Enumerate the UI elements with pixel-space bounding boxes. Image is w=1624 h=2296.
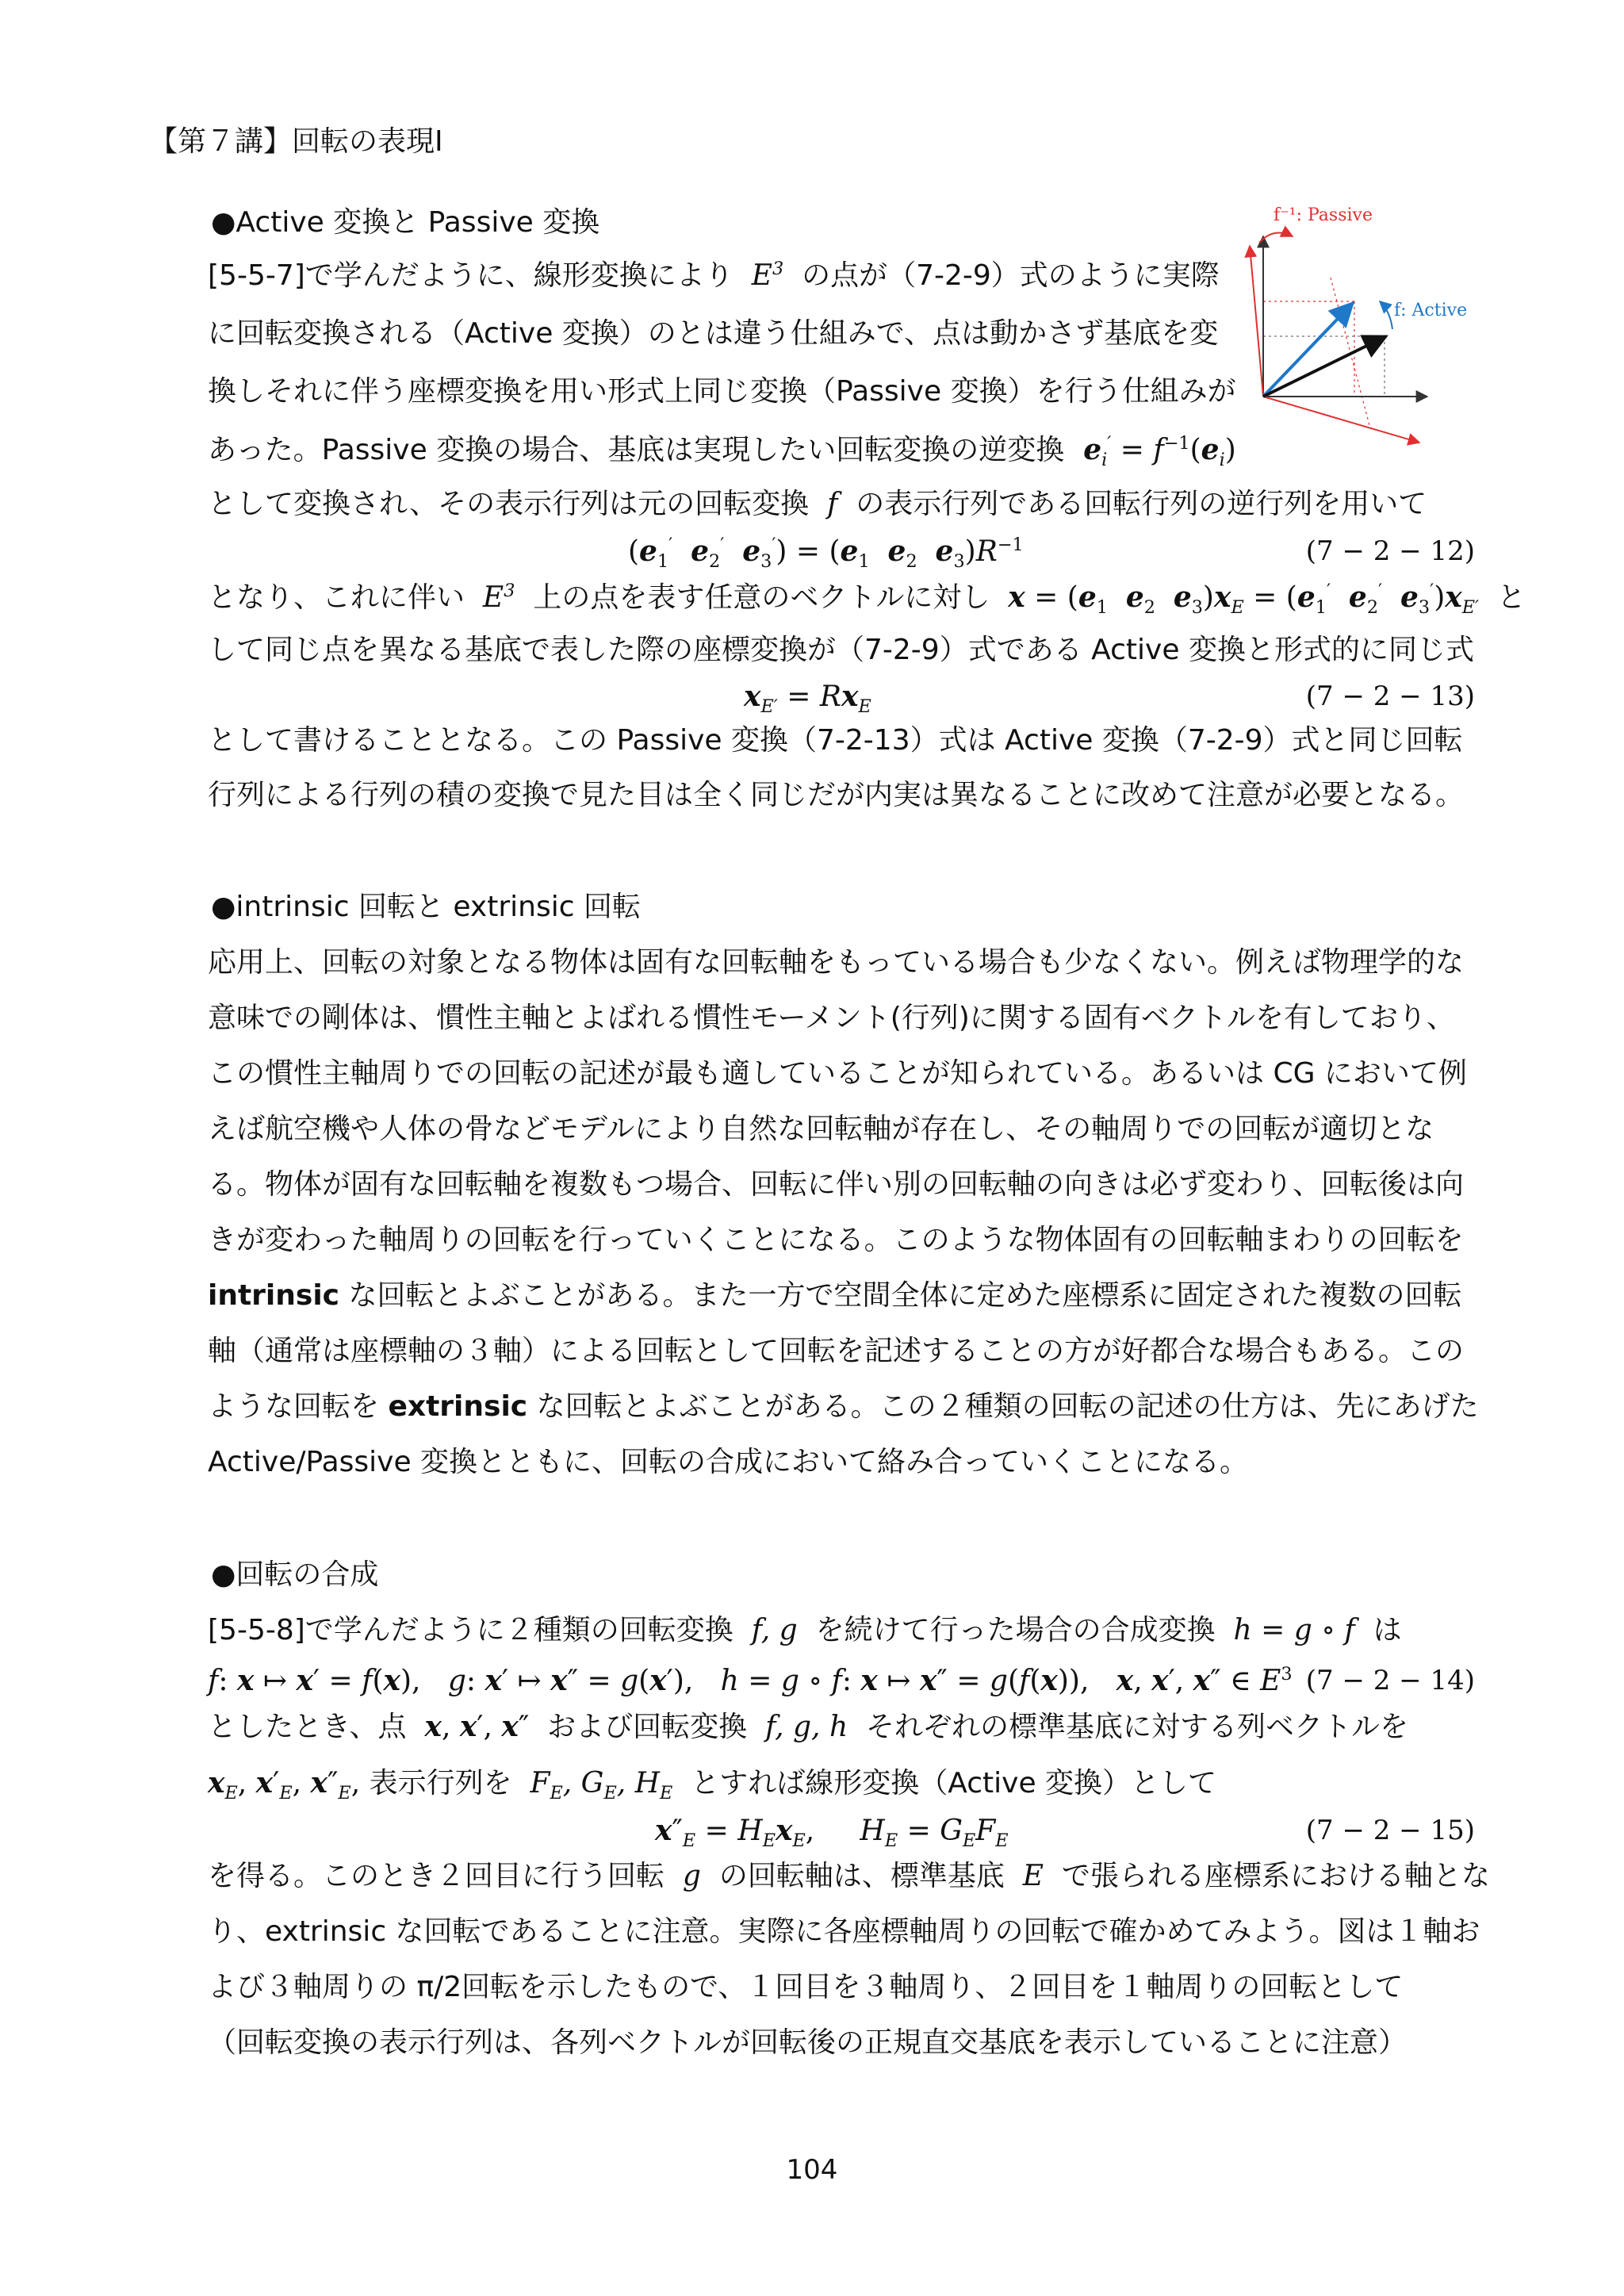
text-fragment: を続けて行った場合の合成変換 [815, 1614, 1216, 1646]
rotated-basis-2 [1250, 246, 1263, 397]
equation-number: (7 − 2 − 15) [1305, 1815, 1475, 1846]
text-fragment: [5-5-8]で学んだように２種類の回転変換 [208, 1614, 733, 1646]
text-fragment: と [1496, 581, 1526, 614]
text-line: を得る。このとき２回目に行う回転 g の回転軸は、標準基底 E で張られる座標系における軸とな [208, 1860, 1490, 1892]
text-fragment: とすれば線形変換（Active 変換）として [691, 1767, 1217, 1800]
text-line: [5-5-8]で学んだように２種類の回転変換 f, g を続けて行った場合の合成変換 h = g ∘ f は [208, 1614, 1402, 1646]
text-fragment: となり、これに伴い [208, 581, 465, 614]
text-fragment: の回転軸は、標準基底 [718, 1860, 1005, 1892]
text-line: 応用上、回転の対象となる物体は固有な回転軸をもっている場合も少なくない。例えば物理学的な [208, 946, 1465, 979]
text-fragment: それぞれの標準基底に対する列ベクトルを [866, 1711, 1409, 1743]
text-line: して同じ点を異なる基底で表した際の座標変換が（7-2-9）式である Active 変換と形式的に同じ式 [208, 634, 1474, 666]
term-extrinsic: extrinsic [388, 1390, 528, 1423]
term-intrinsic: intrinsic [208, 1279, 340, 1312]
text-fragment: あった。Passive 変換の場合、基底は実現したい回転変換の逆変換 [208, 434, 1065, 466]
text-fragment: で張られる座標系における軸とな [1061, 1860, 1490, 1892]
active-passive-figure [1243, 190, 1468, 452]
text-line: この慣性主軸周りでの回転の記述が最も適していることが知られている。あるいは CG において例 [208, 1057, 1467, 1090]
text-fragment: ような回転を [208, 1390, 389, 1423]
text-line [208, 1389, 1479, 1425]
text-line: （回転変換の表示行列は、各列ベクトルが回転後の正規直交基底を表示していることに注意） [208, 2026, 1408, 2059]
text-fragment: を得る。このとき２回目に行う回転 [208, 1860, 665, 1892]
text-line: よび３軸周りの π/2回転を示したもので、１回目を３軸周り、２回目を１軸周りの回転として [208, 1971, 1404, 2003]
equation-number: (7 − 2 − 12) [1305, 535, 1475, 567]
active-vector [1263, 303, 1353, 397]
text-line: 意味での剛体は、慣性主軸とよばれる慣性モーメント(行列)に関する固有ベクトルを有しており、 [208, 1002, 1455, 1034]
text-line: えば航空機や人体の骨などモデルにより自然な回転軸が存在し、その軸周りでの回転が適切とな [208, 1113, 1434, 1145]
text-line: あった。Passive 変換の場合、基底は実現したい回転変換の逆変換 $e_i' = f^{-1}(e_i)$ [208, 433, 1236, 471]
text-line: り、extrinsic な回転であることに注意。実際に各座標軸周りの回転で確かめてみよう。図は１軸お [208, 1915, 1480, 1948]
text-line: となり、これに伴い $E^3$ 上の点を表す任意のベクトルに対し $x = (e_1$ $e_2$ $e_3)x_E = (e_1'$ $e_2'$ $e_3')x_{E'}$ と [208, 581, 1526, 619]
text-line: に回転変換される（Active 変換）のとは違う仕組みで、点は動かさず基底を変 [208, 317, 1219, 350]
text-line: きが変わった軸周りの回転を行っていくことになる。このような物体固有の回転軸まわりの回転を [208, 1224, 1464, 1256]
original-vector [1263, 336, 1386, 397]
text-line: $x_E$, $x'_E$, $x''_E$, 表示行列を $F_E$, $G_E$, $H_E$ とすれば線形変換（Active 変換）として [208, 1766, 1217, 1804]
text-fragment: として変換され、その表示行列は元の回転変換 [208, 488, 810, 520]
rotated-basis-1 [1263, 397, 1419, 443]
equation-number: (7 − 2 − 13) [1305, 680, 1475, 712]
equation-7-2-13: $x_{E'} = Rx_E$ [744, 680, 871, 718]
equation-number: (7 − 2 − 14) [1305, 1665, 1475, 1696]
text-line: 軸（通常は座標軸の３軸）による回転として回転を記述することの方が好都合な場合もある。この [208, 1335, 1465, 1367]
text-fragment: 表示行列を [369, 1767, 512, 1800]
page-header-title: 【第７講】回転の表現Ⅰ [149, 125, 443, 158]
text-fragment: な回転とよぶことがある。この２種類の回転の記述の仕方は、先にあげた [527, 1390, 1479, 1423]
text-line: 換しそれに伴う座標変換を用い形式上同じ変換（Passive 変換）を行う仕組みが [208, 375, 1236, 408]
section-heading-active-passive: ●Active 変換と Passive 変換 [211, 206, 600, 239]
text-line: として変換され、その表示行列は元の回転変換 f の表示行列である回転行列の逆行列を用いて [208, 488, 1427, 520]
text-line: る。物体が固有な回転軸を複数もつ場合、回転に伴い別の回転軸の向きは必ず変わり、回転後は向 [208, 1168, 1465, 1201]
text-fragment: の表示行列である回転行列の逆行列を用いて [856, 488, 1427, 520]
active-rotation-arc [1380, 301, 1392, 329]
text-line: 行列による行列の積の変換で見た目は全く同じだが内実は異なることに改めて注意が必要となる。 [208, 779, 1465, 811]
text-fragment: の点が（7-2-9）式のように実際 [802, 259, 1220, 292]
section-heading-composition: ●回転の合成 [211, 1558, 379, 1591]
equation-7-2-15: $x''_E = H_Ex_E$, $H_E = G_EF_E$ [655, 1814, 1009, 1852]
equation-7-2-14: f: x ↦ x′ = f(x), g: x′ ↦ x″ = g(x′), h = g ∘ f: x ↦ x″ = g(f(x)), x, x′, x″ ∈ $E^3$ [208, 1664, 1293, 1697]
page-number: 104 [786, 2154, 838, 2186]
text-fragment: 上の点を表す任意のベクトルに対し [533, 581, 990, 614]
text-fragment: は [1373, 1614, 1402, 1646]
text-line: としたとき、点 x, x′, x″ および回転変換 f, g, h それぞれの標準基底に対する列ベクトルを [208, 1710, 1409, 1743]
text-fragment: としたとき、点 [208, 1711, 407, 1743]
passive-rotation-arc [1259, 233, 1293, 243]
text-line: として書けることとなる。この Passive 変換（7-2-13）式は Active 変換（7-2-9）式と同じ回転 [208, 724, 1463, 757]
text-fragment: な回転とよぶことがある。また一方で空間全体に定めた座標系に固定された複数の回転 [339, 1279, 1462, 1312]
text-line: Active/Passive 変換とともに、回転の合成において絡み合っていくことになる。 [208, 1446, 1249, 1478]
text-line [208, 1278, 1461, 1314]
section-heading-intrinsic-extrinsic: ●intrinsic 回転と extrinsic 回転 [211, 891, 641, 923]
equation-7-2-12: ($e_1'$ $e_2'$ $e_3') = (e_1$ $e_2$ $e_3)R^{-1}$ [628, 535, 1024, 573]
text-fragment: および回転変換 [547, 1711, 748, 1743]
passive-label: f⁻¹: Passive [1274, 205, 1373, 225]
active-label: f: Active [1394, 301, 1468, 320]
text-line: [5-5-7]で学んだように、線形変換により $E^3$ の点が（7-2-9）式のように実際 [208, 259, 1220, 292]
text-fragment: [5-5-7]で学んだように、線形変換により [208, 259, 733, 292]
